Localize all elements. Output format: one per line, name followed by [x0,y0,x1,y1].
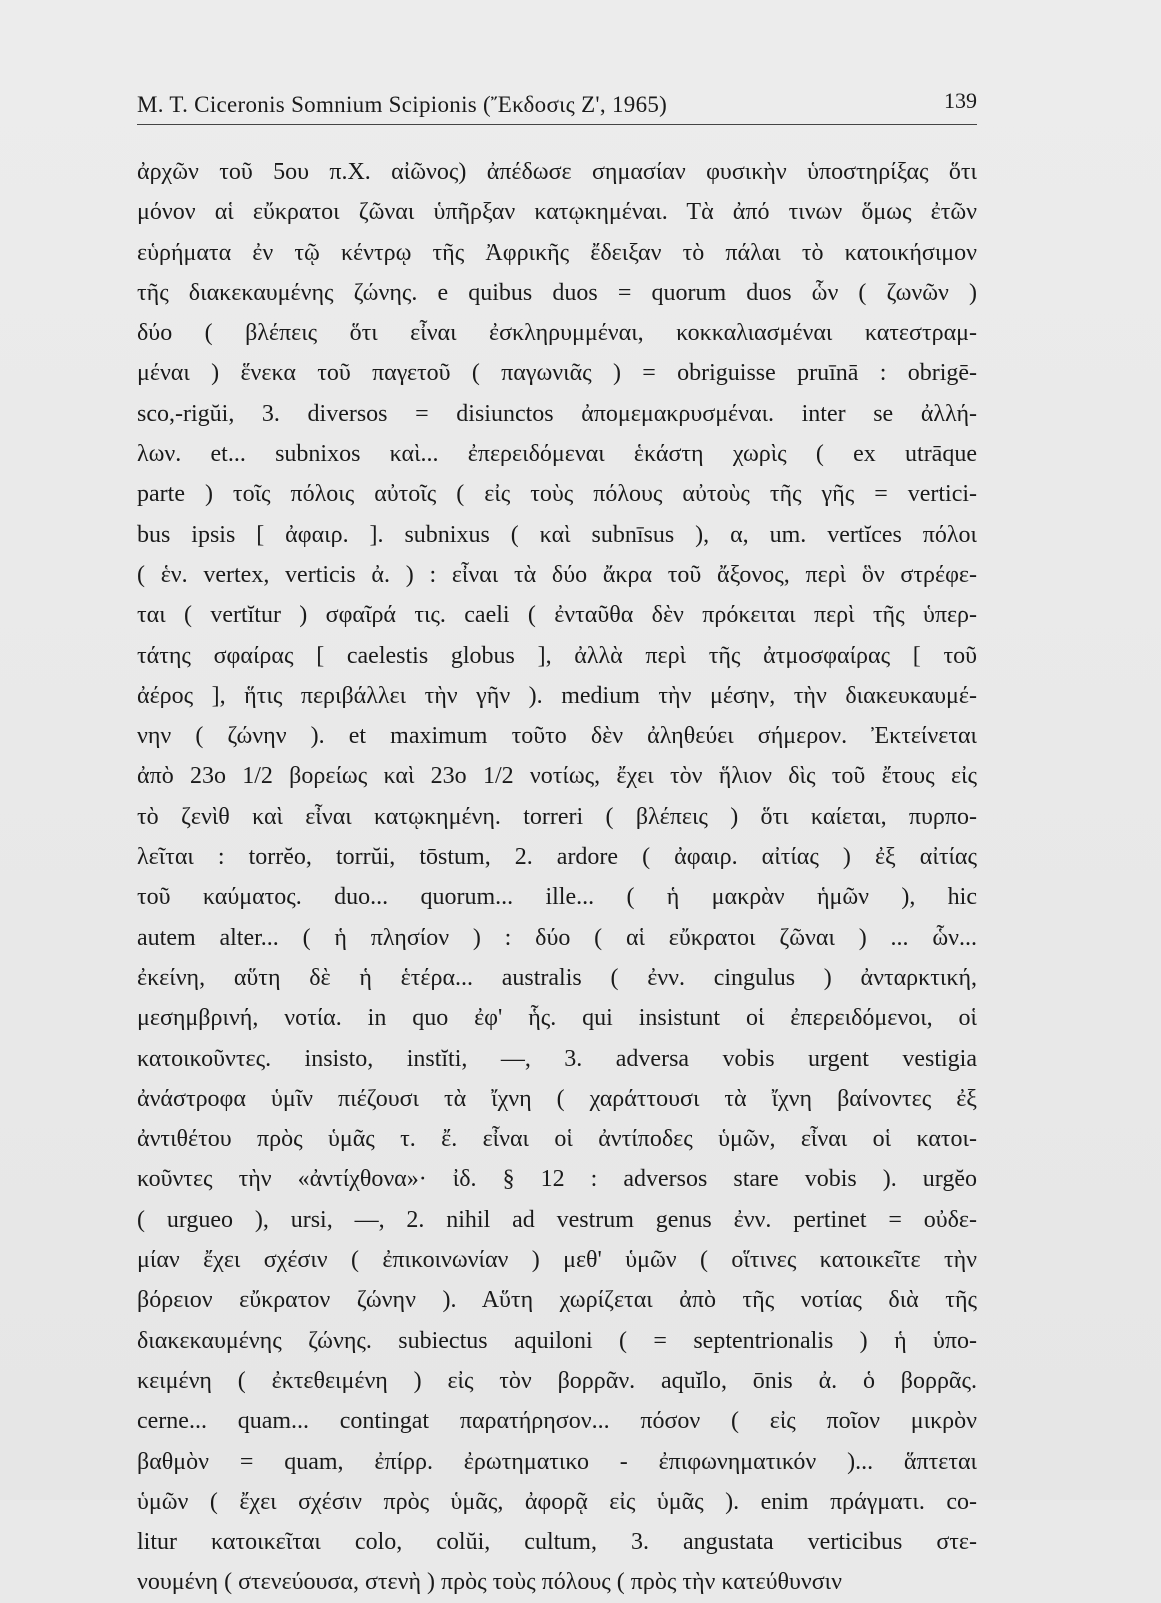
text-line: ( ἑν. vertex, verticis ἀ. ) : εἶναι τὰ δύο ἄκρα τοῦ ἄξονος, περὶ ὃν στρέφε- [137,561,977,588]
text-line: ἀνάστροφα ὑμῖν πιέζουσι τὰ ἴχνη ( χαράττουσι τὰ ἴχνη βαίνοντες ἐξ [137,1085,977,1112]
text-line: ( urgueo ), ursi, —, 2. nihil ad vestrum genus ἐνν. pertinet = οὐδε- [137,1206,977,1233]
text-line: sco,-rigŭi, 3. diversos = disiunctos ἀπομεμακρυσμέναι. inter se ἀλλή- [137,400,977,427]
text-line: ἀρχῶν τοῦ 5ου π.Χ. αἰῶνος) ἀπέδωσε σημασίαν φυσικὴν ὑποστηρίξας ὅτι [137,159,977,185]
text-line: τάτης σφαίρας [ caelestis globus ], ἀλλὰ περὶ τῆς ἀτμοσφαίρας [ τοῦ [137,642,977,669]
text-line: κειμένη ( ἐκτεθειμένη ) εἰς τὸν βορρᾶν. aquĭlo, ōnis ἀ. ὁ βορρᾶς. [137,1367,977,1394]
text-line: λεῖται : torrĕo, torrŭi, tōstum, 2. ardore ( ἀφαιρ. αἰτίας ) ἐξ αἰτίας [137,844,977,871]
text-line: κατοικοῦντες. insisto, instĭti, —, 3. adversa vobis urgent vestigia [137,1045,977,1072]
page-number: 139 [944,88,977,113]
text-line: ἀέρος ], ἥτις περιβάλλει τὴν γῆν ). medium τὴν μέσην, τὴν διακευκαυμέ- [137,682,977,709]
text-line: μεσημβρινή, νοτία. in quo ἐφ' ἧς. qui insistunt οἱ ἐπερειδόμενοι, οἱ [137,1005,977,1032]
text-line: νην ( ζώνην ). et maximum τοῦτο δὲν ἀληθεύει σήμερον. Ἐκτείνεται [137,723,977,750]
text-line: litur κατοικεῖται colo, colŭi, cultum, 3. angustata verticibus στε- [137,1529,977,1556]
text-line: bus ipsis [ ἀφαιρ. ]. subnixus ( καὶ subnīsus ), α, um. vertĭces πόλοι [137,521,977,548]
text-line: λων. et... subnixos καὶ... ἐπερειδόμεναι ἑκάστη χωρὶς ( ex utrāque [137,441,977,468]
text-line: autem alter... ( ἡ πλησίον ) : δύο ( αἱ εὔκρατοι ζῶναι ) ... ὧν... [137,924,977,951]
running-head: M. T. Ciceronis Somnium Scipionis (Ἔκδοσις Ζ', 1965) [137,92,668,117]
page-header [137,88,977,128]
text-line: τοῦ καύματος. duo... quorum... ille... ( ἡ μακρὰν ἡμῶν ), hic [137,884,977,911]
text-line: μόνον αἱ εὔκρατοι ζῶναι ὑπῆρξαν κατῳκημέναι. Τὰ ἀπό τινων ὅμως ἐτῶν [137,199,977,226]
text-line: cerne... quam... contingat παρατήρησον... πόσον ( εἰς ποῖον μικρὸν [137,1408,977,1435]
body-text [137,152,977,1603]
text-line: μέναι ) ἕνεκα τοῦ παγετοῦ ( παγωνιᾶς ) = obriguisse pruīnā : obrigē- [137,360,977,387]
text-line: τὸ ζενὶθ καὶ εἶναι κατῳκημένη. torreri ( βλέπεις ) ὅτι καίεται, πυρπο- [137,803,977,830]
text-line: δύο ( βλέπεις ὅτι εἶναι ἐσκληρυμμέναι, κοκκαλιασμέναι κατεστραμ- [137,320,977,347]
text-line: ἀπὸ 23ο 1/2 βορείως καὶ 23ο 1/2 νοτίως, ἔχει τὸν ἥλιον δὶς τοῦ ἔτους εἰς [137,763,977,790]
text-line: ται ( vertĭtur ) σφαῖρά τις. caeli ( ἐνταῦθα δὲν πρόκειται περὶ τῆς ὑπερ- [137,602,977,629]
text-line: εὑρήματα ἐν τῷ κέντρῳ τῆς Ἀφρικῆς ἔδειξαν τὸ πάλαι τὸ κατοικήσιμον [137,239,977,266]
text-line: μίαν ἔχει σχέσιν ( ἐπικοινωνίαν ) μεθ' ὑμῶν ( οἵτινες κατοικεῖτε τὴν [137,1247,977,1274]
text-line: κοῦντες τὴν «ἀντίχθονα»· ἰδ. § 12 : adversos stare vobis ). urgĕo [137,1166,977,1193]
text-line: ἐκείνη, αὕτη δὲ ἡ ἑτέρα... australis ( ἐνν. cingulus ) ἀνταρκτική, [137,964,977,991]
text-line: τῆς διακεκαυμένης ζώνης. e quibus duos = quorum duos ὧν ( ζωνῶν ) [137,279,977,306]
text-line: ἀντιθέτου πρὸς ὑμᾶς τ. ἔ. εἶναι οἱ ἀντίποδες ὑμῶν, εἶναι οἱ κατοι- [137,1126,977,1153]
text-line: βαθμὸν = quam, ἐπίρρ. ἐρωτηματικο - ἐπιφωνηματικόν )... ἅπτεται [137,1448,977,1475]
text-line: νουμένη ( στενεύουσα, στενὴ ) πρὸς τοὺς πόλους ( πρὸς τὴν κατεύθυνσιν [137,1569,842,1596]
text-line: βόρειον εὔκρατον ζώνην ). Αὕτη χωρίζεται ἀπὸ τῆς νοτίας διὰ τῆς [137,1287,977,1314]
text-line: ὑμῶν ( ἔχει σχέσιν πρὸς ὑμᾶς, ἀφορᾷ εἰς ὑμᾶς ). enim πράγματι. co- [137,1488,977,1515]
header-rule [137,124,977,125]
text-line: parte ) τοῖς πόλοις αὐτοῖς ( εἰς τοὺς πόλους αὐτοὺς τῆς γῆς = vertici- [137,481,977,508]
text-line: διακεκαυμένης ζώνης. subiectus aquiloni ( = septentrionalis ) ἡ ὑπο- [137,1327,977,1354]
